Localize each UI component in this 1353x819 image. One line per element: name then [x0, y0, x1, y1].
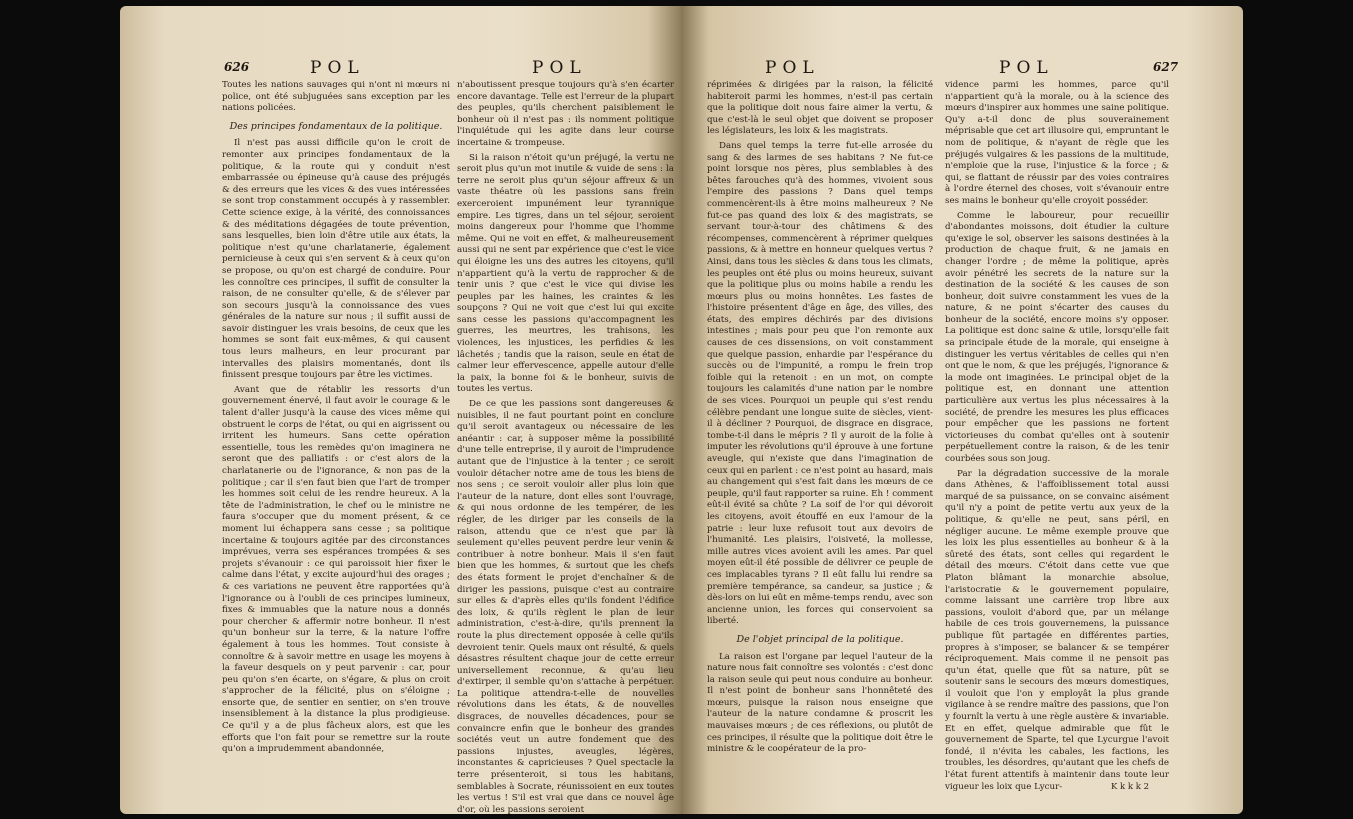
page-number: 626	[224, 60, 250, 74]
paragraph: La raison est l'organe par lequel l'auteur de la nature nous fait connoître ses volontés : c'est donc la raison seule qui peut nous conduire au bonheur. Il n'est point de bonheur sans l'honnêteté des mœurs, puisque la raison nous enseigne que l'auteur de la nature condamne & proscrit les mauvaises mœurs ; de ces réflexions, ou plutôt de ces principes, il résulte que la politique doit être le ministre & le coopérateur de la pro-	[707, 651, 933, 755]
paragraph: Si la raison n'étoit qu'un préjugé, la vertu ne seroit plus qu'un mot inutile & vuide de sens : la terre ne seroit plus qu'un séjour affreux & un vaste théatre où les passions sans frein exerceroient impunément leur tyrannique empire. Les tigres, dans un tel séjour, seroient moins dangereux pour l'homme que l'homme même. Qui ne voit en effet, & malheureusement aussi qui ne sent par expérience que c'est le vice qui éloigne les uns des autres les citoyens, qu'il n'appartient qu'à la vertu de rapprocher & de tenir unis ? que c'est le vice qui divise les peuples par les haines, les craintes & les soupçons ? Qui ne voit que c'est lui qui excite sans cesse les passions qu'accompagnent les guerres, les meurtres, les trahisons, les violences, les injustices, les perfidies & les lâchetés ; tandis que la raison, seule en état de calmer leur effervescence, appelle autour d'elle la paix, la bonne foi & le bonheur, suivis de toutes les vertus.	[457, 152, 674, 395]
text-column	[222, 80, 450, 759]
paragraph: Comme le laboureur, pour recueillir d'abondantes moissons, doit étudier la culture qu'exige le sol, observer les saisons destinées à la production de chaque fruit, & ne jamais en changer l'ordre ; de même la politique, après avoir pénétré les secrets de la nature sur la destination de la société & les causes de son bonheur, doit suivre constamment les vues de la nature, & ne point s'écarter des causes du bonheur de la société, encore moins s'y opposer. La politique est donc saine & utile, lorsqu'elle fait sa principale étude de la morale, qui enseigne à distinguer les vertus véritables de celles qui n'en ont que le nom, & que les préjugés, l'ignorance & la mode ont imaginées. Le principal objet de la politique est, en donnant une attention particulière aux vertus les plus nécessaires à la société, de prendre les mesures les plus efficaces pour empêcher que les passions ne fortent victorieuses du combat qu'elles ont à soutenir perpétuellement contre la raison, & de les tenir courbées sous son joug.	[945, 210, 1169, 464]
paragraph: Il n'est pas aussi difficile qu'on le croit de remonter aux principes fondamentaux de la politique, & la route qui y conduit n'est embarrassée ou épineuse qu'à cause des préjugés & des erreurs que les vices & des vues intéressées se sont trop constamment occupés à y rassembler. Cette science exige, à la vérité, des connoissances & des méditations dégagées de toute prévention, sans lesquelles, bien loin d'être utile aux états, la politique n'est qu'une charlatanerie, également pernicieuse à ceux qui s'en servent & à ceux qu'on se propose, ou qu'on est chargé de conduire. Pour les connoître ces principes, il suffit de consulter la raison, de ne consulter qu'elle, & de s'élever par son secours jusqu'à la connoissance des vues générales de la nature sur nous ; il suffit aussi de savoir distinguer les vrais besoins, de ceux que les hommes se sont fait eux-mêmes, & qui causent tous leurs malheurs, en leur procurant par intervalles des plaisirs momentanés, dont ils finissent presque toujours par être les victimes.	[222, 138, 450, 381]
section-heading: Des principes fondamentaux de la politique.	[229, 120, 443, 132]
paragraph: n'aboutissent presque toujours qu'à s'en écarter encore davantage. Telle est l'erreur de la plupart des peuples, qu'ils cherchent paisiblement le bonheur où il n'est pas : ils nomment politique l'inquiétude qui les agite dans leur course incertaine & trompeuse.	[457, 80, 674, 148]
paragraph: vidence parmi les hommes, parce qu'il n'appartient qu'à la morale, ou à la science des mœurs d'inspirer aux hommes une saine politique. Qu'y a-t-il donc de plus souverainement méprisable que cet art illusoire qui, empruntant le nom de politique, & n'ayant de règle que les préjugés vulgaires & les passions de la multitude, n'emploie que la ruse, l'injustice & la force ; & qui, se flattant de réussir par des voies contraires à l'ordre éternel des choses, voit s'évanouir entre ses mains le bonheur qu'elle croyoit posséder.	[945, 80, 1169, 206]
running-head: POL	[310, 58, 365, 78]
paragraph: Avant que de rétablir les ressorts d'un gouvernement énervé, il faut avoir le courage & le talent d'aller jusqu'à la cause des vices même qui obstruent le corps de l'état, ou qui en aigrissent ou irritent les humeurs. Sans cette opération essentielle, tous les remèdes qu'on imaginera ne seront que des palliatifs : or c'est alors de la charlatanerie ou de l'ignorance, & non pas de la politique ; car il s'en faut bien que l'art de tromper les hommes soit celui de les rendre heureux. A la tête de l'administration, le chef ou le ministre ne faura s'occuper que du moment présent, & ce moment lui échappera sans cesse ; sa politique incertaine & toujours agitée par des circonstances imprévues, verra ses espérances trompées & ses projets s'évanouir : ce qui paroissoit hier fixer le calme dans l'état, y excite aujourd'hui des orages ; & ces variations ne peuvent être rapportées qu'à l'ignorance ou à l'oubli de ces principes lumineux, fixes & immuables que la nature nous a donnés pour chercher & affermir notre bonheur. Il n'est qu'un bonheur sur la terre, & la nature l'offre également à tous les hommes. Tout consiste à connoître & à savoir mettre en usage les moyens à la faveur desquels on y peut parvenir : car, pour peu qu'on s'en écarte, on s'égare, & plus on croit s'approcher de la félicité, plus on s'éloigne ; ensorte que, de sentier en sentier, on s'en trouve insensiblement à la distance la plus prodigieuse. Ce qu'il y a de plus fâcheux alors, est que les efforts que l'on fait pour se remettre sur la route qu'on a imprudemment abandonnée,	[222, 384, 450, 755]
book-spread	[120, 6, 1243, 814]
paragraph: De ce que les passions sont dangereuses & nuisibles, il ne faut pourtant point en conclure qu'il seroit avantageux ou nécessaire de les anéantir : car, à supposer même la possibilité d'une telle entreprise, il y auroit de l'imprudence autant que de l'injustice à la tenter ; ce seroit vouloir détacher notre ame de tous les biens de nos sens ; ce seroit vouloir aller plus loin que l'auteur de la nature, dont elles sont l'ouvrage, & qui nous ordonne de les tempérer, de les régler, de les diriger par les conseils de la raison, attendu que ce n'est que par là seulement qu'elles peuvent perdre leur venin & contribuer à notre bonheur. Mais il s'en faut bien que les hommes, & surtout que les chefs des états forment le projet d'enchaîner & de diriger les passions, puisque c'est au contraire sur elles & d'après elles qu'ils fondent l'édifice des loix, & qu'ils règlent le plan de leur administration, c'est-à-dire, qu'ils prennent la route la plus directement opposée à celle qu'ils devroient tenir. Quels maux ont résulté, & quels désastres résultent chaque jour de cette erreur universellement reconnue, & qu'au lieu d'extirper, il semble qu'on s'attache à perpétuer. La politique attendra-t-elle de nouvelles révolutions dans les états, & de nouvelles disgraces, de nouvelles décadences, pour se convaincre enfin que le bonheur des grandes sociétés veut un autre fondement que des passions injustes, aveugles, légères, inconstantes & capricieuses ? Quel spectacle la terre présenteroit, si tous les habitans, semblables à Socrate, réunissoient en eux toutes les vertus ! S'il est vrai que dans ce nouvel âge d'or, où les passions seroient	[457, 399, 674, 814]
paragraph: Par la dégradation successive de la morale dans Athènes, & l'affoiblissement total aussi marqué de sa puissance, on se convainc aisément qu'il n'y a point de petite vertu aux yeux de la politique, & qu'elle ne peut, sans péril, en négliger aucune. Le même exemple prouve que les loix les plus essentielles au bonheur & à la sûreté des états, sont celles qui regardent le détail des mœurs. C'étoit dans cette vue que Platon blâmant la monarchie absolue, l'aristocratie & le gouvernement populaire, comme laissant une carrière trop libre aux passions, vouloit d'abord que, par un mélange habile de ces trois gouvernemens, la puissance publique fût partagée en différentes parties, propres à s'imposer, se balancer & se tempérer réciproquement. Mais comme il ne pensoit pas qu'un état, quelle que fût sa nature, pût se soutenir sans le secours des mœurs domestiques, il vouloit que l'on y employât la plus grande vigilance à se rendre maître des passions, que l'on y fournît la vertu à une règle austère & invariable. Et en effet, quelque admirable que fût le gouvernement de Sparte, tel que Lycurgue l'avoit fondé, il n'évita les cabales, les factions, les troubles, les désordres, qu'autant que les chefs de l'état furent attentifs à maintenir dans toute leur vigueur les loix que Lycur-	[945, 468, 1169, 792]
paragraph: Dans quel temps la terre fut-elle arrosée du sang & des larmes de ses habitans ? Ne fut-ce point lorsque nos pères, plus semblables à des bêtes farouches qu'à des hommes, vivoient sous l'empire des passions ? Dans quel temps commencèrent-ils à être moins malheureux ? Ne fut-ce pas quand des loix & des magistrats, se servant tour-à-tour des châtimens & des récompenses, commencèrent à réprimer quelques passions, & à mettre en honneur quelques vertus ? Ainsi, dans tous les siècles & dans tous les climats, les peuples ont été plus ou moins heureux, suivant que la politique plus ou moins habile a rendu les mœurs plus ou moins honnêtes. Les fastes de l'histoire présentent d'âge en âge, des villes, des états, des empires déchirés par des divisions intestines ; mais pour peu que l'on remonte aux causes de ces dissensions, on voit constamment que quelque passion, enhardie par l'espérance du succès ou de l'impunité, a rompu le frein trop foible qui la retenoit : en un mot, on compte toujours les calamités d'une nation par le nombre de ses vices. Pourquoi un peuple qui s'est rendu célèbre pendant une longue suite de siècles, vient-il à décliner ? Pourquoi, de disgrace en disgrace, tombe-t-il dans le mépris ? Il y auroit de la folie à imputer les révolutions qu'il éprouve à une fortune aveugle, qui n'existe que dans l'imagination de ceux qui en parlent : ce n'est point au hasard, mais au changement qui s'est fait dans les mœurs de ce peuple, qu'il faut rapporter sa ruine. Eh ! comment eût-il évité sa chûte ? La soif de l'or qui dévoroit les citoyens, avoit étouffé en eux l'amour de la patrie : leur luxe refusoit tout aux devoirs de l'humanité. Les plaisirs, l'oisiveté, la mollesse, mille autres vices avoient avili les ames. Par quel moyen eût-il été possible de délivrer ce peuple de ces implacables tyrans ? Il eût fallu lui rendre sa première tempérance, sa candeur, sa justice ; & dès-lors on lui eût en même-temps rendu, avec son ancienne union, les forces qui conservoient sa liberté.	[707, 140, 933, 627]
page-number: 627	[1153, 60, 1179, 74]
paragraph: Toutes les nations sauvages qui n'ont ni mœurs ni police, ont été subjuguées sans exception par les nations policées.	[222, 80, 450, 114]
running-head: POL	[999, 58, 1054, 78]
signature-mark: K k k k 2	[1111, 782, 1150, 792]
text-column	[707, 80, 933, 759]
text-column	[457, 80, 674, 814]
running-head: POL	[532, 58, 587, 78]
text-column	[945, 80, 1169, 796]
running-head: POL	[765, 58, 820, 78]
section-heading: De l'objet principal de la politique.	[736, 633, 904, 645]
paragraph: réprimées & dirigées par la raison, la félicité habiteroit parmi les hommes, n'est-il pas certain que la politique doit nous faire aimer la vertu, & que c'est-là le seul objet que doivent se proposer les législateurs, les loix & les magistrats.	[707, 80, 933, 137]
right-page	[681, 6, 1243, 814]
left-page	[120, 6, 681, 814]
